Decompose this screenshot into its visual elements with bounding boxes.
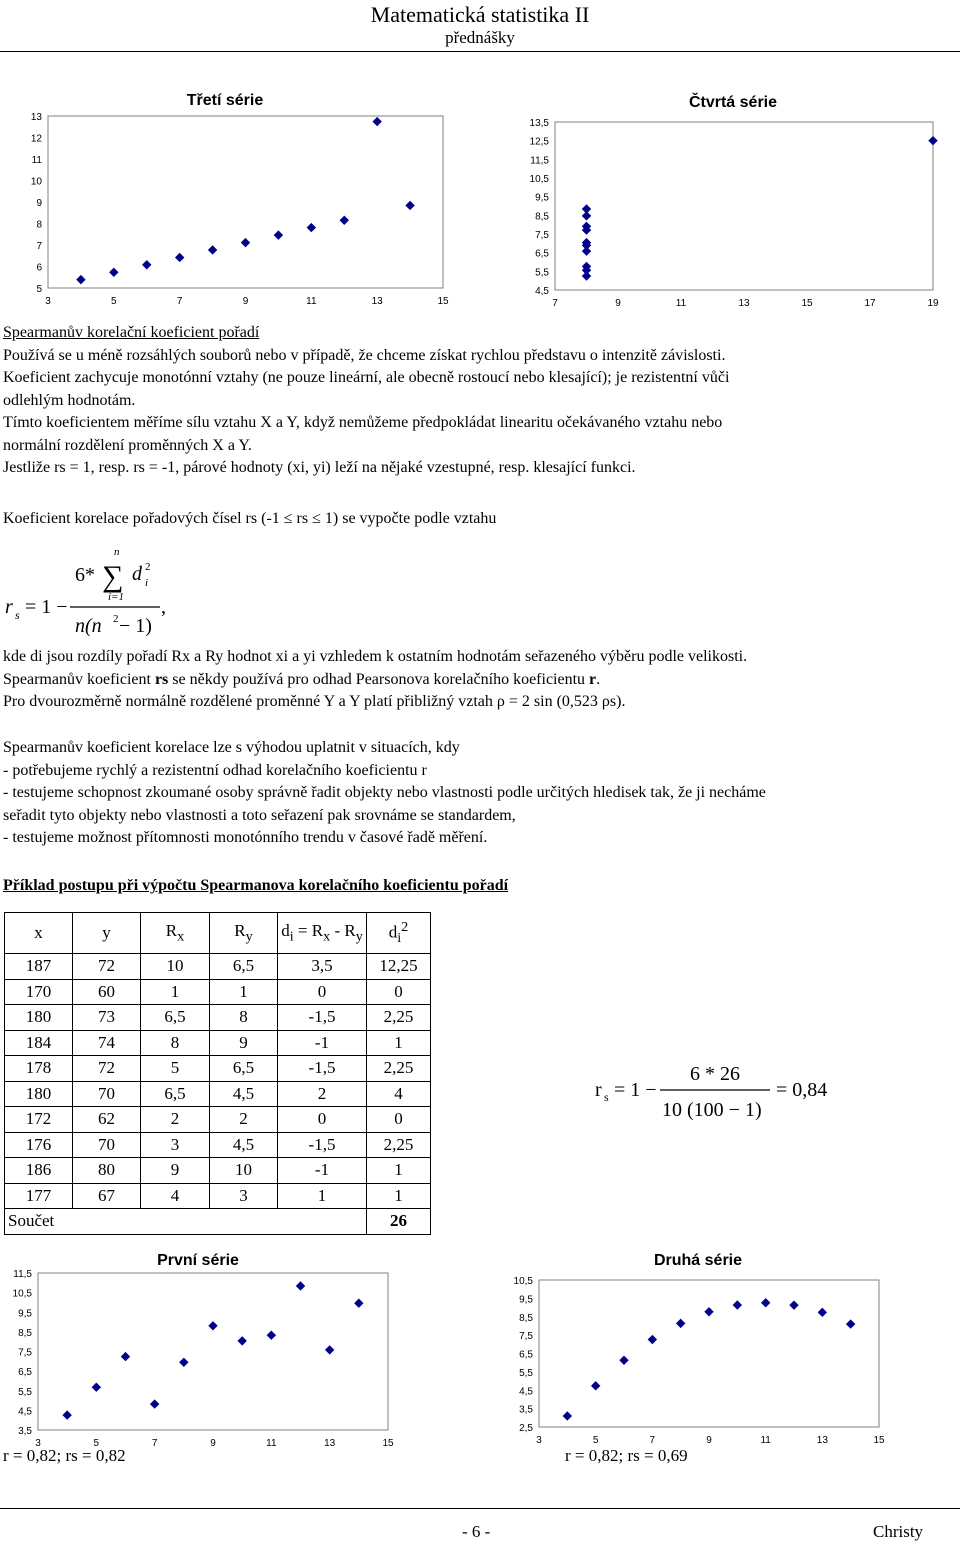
chart-title: Třetí série xyxy=(186,92,264,109)
example-denominator: 10 (100 − 1) xyxy=(662,1099,762,1121)
data-point xyxy=(77,276,85,284)
y-tick-label: 11,5 xyxy=(530,155,549,167)
formula-den: n(n xyxy=(75,615,102,637)
data-point xyxy=(267,1331,275,1339)
paragraph-6: kde di jsou rozdíly pořadí Rx a Ry hodnot xi a yi vzhledem k ostatním hodnotám seřazeného výběru podle velikosti. xyxy=(3,648,748,665)
result-druha: r = 0,82; rs = 0,69 xyxy=(565,1446,688,1465)
table-cell: 9 xyxy=(141,1158,210,1184)
table-cell: 0 xyxy=(278,979,367,1005)
table-row xyxy=(5,1158,431,1184)
table-cell: 0 xyxy=(367,979,431,1005)
table-cell: 2 xyxy=(278,1081,367,1107)
y-tick-label: 11,5 xyxy=(13,1269,32,1280)
x-tick-label: 9 xyxy=(615,298,621,309)
table-cell: 60 xyxy=(73,979,141,1005)
table-row xyxy=(5,1030,431,1056)
formula-sum-sign: ∑ xyxy=(102,560,124,593)
data-point xyxy=(63,1411,71,1419)
sum-value: 26 xyxy=(367,1209,431,1235)
formula-d: d xyxy=(132,563,142,585)
p7-e: . xyxy=(596,670,601,688)
y-tick-label: 5 xyxy=(36,284,42,295)
table-cell: -1 xyxy=(278,1030,367,1056)
x-tick-label: 5 xyxy=(111,296,117,307)
table-row xyxy=(5,1132,431,1158)
y-tick-label: 12 xyxy=(30,133,42,145)
chart-prvni-serie xyxy=(0,1245,480,1460)
table-cell: 2 xyxy=(210,1107,278,1133)
section-heading-spearman: Spearmanův korelační koeficient pořadí xyxy=(3,324,260,341)
example-eq: = 1 − xyxy=(614,1079,657,1101)
formula-sum-top: n xyxy=(114,546,120,558)
x-tick-label: 15 xyxy=(801,298,813,309)
y-tick-label: 10,5 xyxy=(513,1276,533,1287)
table-cell: 184 xyxy=(5,1030,73,1056)
x-tick-label: 11 xyxy=(266,1438,277,1449)
table-cell: 0 xyxy=(367,1107,431,1133)
paragraph-2a: Koeficient zachycuje monotónní vztahy (ne pouze lineární, ale obecně rostoucí nebo klesající); je rezistentní vůči xyxy=(3,369,730,386)
x-tick-label: 13 xyxy=(324,1438,336,1449)
y-tick-label: 7 xyxy=(36,241,42,252)
chart-treti-serie xyxy=(0,80,480,315)
y-tick-label: 11 xyxy=(31,155,42,166)
p7-a: Spearmanův koeficient xyxy=(3,670,155,688)
y-tick-label: 9,5 xyxy=(535,192,549,204)
formula-den-tail: − 1) xyxy=(119,615,152,637)
formula-spearman xyxy=(0,540,200,640)
chart-title: Druhá série xyxy=(653,1252,743,1269)
table-cell: 176 xyxy=(5,1132,73,1158)
x-tick-label: 9 xyxy=(242,296,249,307)
formula-eq: = 1 − xyxy=(25,596,68,618)
paragraph-10: - potřebujeme rychlý a rezistentní odhad korelačního koeficientu r xyxy=(3,761,427,779)
x-tick-label: 17 xyxy=(864,298,876,309)
th-y: y xyxy=(73,913,141,954)
table-cell: 6,5 xyxy=(210,1056,278,1082)
data-point xyxy=(929,137,937,145)
x-tick-label: 13 xyxy=(371,296,383,307)
data-point xyxy=(274,231,282,239)
x-tick-label: 13 xyxy=(816,1435,828,1446)
table-cell: 6,5 xyxy=(210,954,278,980)
y-tick-label: 6,5 xyxy=(535,248,549,260)
data-point xyxy=(583,212,591,220)
table-cell: 74 xyxy=(73,1030,141,1056)
table-cell: 4 xyxy=(141,1183,210,1209)
table-cell: 12,25 xyxy=(367,954,431,980)
x-tick-label: 11 xyxy=(306,296,317,307)
table-cell: 177 xyxy=(5,1183,73,1209)
table-cell: 0 xyxy=(278,1107,367,1133)
chart-druha-serie xyxy=(495,1245,960,1460)
table-cell: 2,25 xyxy=(367,1056,431,1082)
table-cell: 4,5 xyxy=(210,1132,278,1158)
page-number: - 6 - xyxy=(462,1522,491,1541)
x-tick-label: 19 xyxy=(927,298,939,309)
table-cell: 187 xyxy=(5,954,73,980)
data-point xyxy=(242,239,250,247)
table-cell: 2 xyxy=(141,1107,210,1133)
section-heading-example: Příklad postupu při výpočtu Spearmanova korelačního koeficientu pořadí xyxy=(3,877,509,894)
y-tick-label: 2,5 xyxy=(519,1423,533,1434)
p7-d: r xyxy=(589,670,597,688)
th-x: x xyxy=(5,913,73,954)
plot-area xyxy=(48,116,443,288)
table-cell: -1,5 xyxy=(278,1056,367,1082)
y-tick-label: 5,5 xyxy=(519,1367,533,1379)
x-tick-label: 15 xyxy=(382,1438,394,1449)
data-point xyxy=(151,1400,159,1408)
table-cell: 3,5 xyxy=(278,954,367,980)
data-point xyxy=(143,261,151,269)
y-tick-label: 7,5 xyxy=(18,1347,32,1359)
data-point xyxy=(406,201,414,209)
data-point xyxy=(340,216,348,224)
data-point xyxy=(176,253,184,261)
data-point xyxy=(677,1319,685,1327)
y-tick-label: 5,5 xyxy=(535,267,549,279)
example-numerator: 6 * 26 xyxy=(690,1063,740,1085)
ranking-table xyxy=(4,912,431,1235)
formula-d-sup: 2 xyxy=(145,561,151,573)
y-tick-label: 7,5 xyxy=(535,230,549,241)
y-tick-label: 3,5 xyxy=(519,1404,533,1416)
table-cell: 70 xyxy=(73,1081,141,1107)
table-cell: 1 xyxy=(210,979,278,1005)
usage-text xyxy=(3,737,953,850)
data-point xyxy=(326,1346,334,1354)
data-point xyxy=(818,1308,826,1316)
x-tick-label: 15 xyxy=(873,1435,885,1446)
y-tick-label: 6 xyxy=(36,262,42,274)
data-point xyxy=(762,1299,770,1307)
formula-lhs-sub: s xyxy=(15,608,20,622)
table-cell: 1 xyxy=(278,1183,367,1209)
formula-six: 6* xyxy=(75,564,95,586)
table-cell: 4 xyxy=(367,1081,431,1107)
table-cell: 172 xyxy=(5,1107,73,1133)
table-row xyxy=(5,1056,431,1082)
table-cell: 3 xyxy=(141,1132,210,1158)
x-tick-label: 9 xyxy=(210,1438,216,1449)
result-prvni: r = 0,82; rs = 0,82 xyxy=(3,1446,126,1465)
paragraph-1: Používá se u méně rozsáhlých souborů nebo v případě, že chceme získat rychlou představu o intenzitě závislosti. xyxy=(3,346,726,364)
y-tick-label: 6,5 xyxy=(18,1367,32,1379)
y-tick-label: 10,5 xyxy=(12,1288,32,1300)
footer-rule xyxy=(0,1508,960,1509)
data-point xyxy=(847,1320,855,1328)
table-cell: 6,5 xyxy=(141,1005,210,1031)
y-tick-label: 10,5 xyxy=(529,174,549,185)
th-di: $d_i = R_x - R_y$ xyxy=(278,913,367,954)
plot-area xyxy=(38,1273,388,1430)
table-cell: 1 xyxy=(141,979,210,1005)
table-cell: 72 xyxy=(73,1056,141,1082)
table-row xyxy=(5,1107,431,1133)
data-point xyxy=(180,1358,188,1366)
formula-comma: , xyxy=(161,596,166,618)
table-cell: 1 xyxy=(367,1030,431,1056)
table-cell: 70 xyxy=(73,1132,141,1158)
formula-den-sup: 2 xyxy=(113,613,119,625)
table-cell: 10 xyxy=(210,1158,278,1184)
data-point xyxy=(705,1308,713,1316)
y-tick-label: 7,5 xyxy=(519,1331,533,1343)
table-row xyxy=(5,1005,431,1031)
data-point xyxy=(92,1383,100,1391)
explanation-text xyxy=(3,646,953,714)
y-tick-label: 13,5 xyxy=(529,118,549,129)
table-cell: 9 xyxy=(210,1030,278,1056)
table-cell: 5 xyxy=(141,1056,210,1082)
data-point xyxy=(648,1336,656,1344)
y-tick-label: 4,5 xyxy=(535,286,549,297)
table-header-row xyxy=(5,913,431,954)
plot-area xyxy=(539,1280,879,1427)
y-tick-label: 13 xyxy=(30,112,42,123)
table-row xyxy=(5,979,431,1005)
data-point xyxy=(209,1322,217,1330)
data-point xyxy=(122,1353,130,1361)
chart-title: Čtvrtá série xyxy=(688,94,778,111)
formula-sum-bottom: i=1 xyxy=(108,591,124,603)
paragraph-8: Pro dvourozměrně normálně rozdělené proměnné Y a Y platí přibližný vztah ρ = 2 sin (0,523 ρs). xyxy=(3,693,626,710)
x-tick-label: 13 xyxy=(738,298,750,309)
data-point xyxy=(238,1337,246,1345)
table-cell: 8 xyxy=(141,1030,210,1056)
table-cell: 67 xyxy=(73,1183,141,1209)
table-cell: 8 xyxy=(210,1005,278,1031)
paragraph-4: Jestliže rs = 1, resp. rs = -1, párové hodnoty (xi, yi) leží na nějaké vzestupné, resp. klesající funkci. xyxy=(3,459,636,476)
paragraph-12: - testujeme možnost přítomnosti monotónního trendu v časové řadě měření. xyxy=(3,829,488,846)
paragraph-2b: odlehlým hodnotám. xyxy=(3,391,136,409)
footer-author: Christy xyxy=(873,1522,924,1541)
table-cell: -1 xyxy=(278,1158,367,1184)
y-tick-label: 8,5 xyxy=(18,1327,32,1339)
table-cell: 4,5 xyxy=(210,1081,278,1107)
data-point xyxy=(592,1382,600,1390)
data-point xyxy=(373,118,381,126)
data-point xyxy=(307,224,315,232)
table-cell: 2,25 xyxy=(367,1132,431,1158)
x-tick-label: 7 xyxy=(151,1438,158,1449)
x-tick-label: 3 xyxy=(35,1438,41,1449)
x-tick-label: 7 xyxy=(176,296,183,307)
example-result: = 0,84 xyxy=(776,1079,828,1101)
x-tick-label: 7 xyxy=(649,1435,656,1446)
header-rule xyxy=(0,51,960,52)
plot-area xyxy=(555,122,933,290)
y-tick-label: 12,5 xyxy=(529,136,549,148)
table-cell: 80 xyxy=(73,1158,141,1184)
th-rx: $R_x$ xyxy=(141,913,210,954)
table-cell: 72 xyxy=(73,954,141,980)
table-sum-row xyxy=(5,1209,431,1235)
table-cell: -1,5 xyxy=(278,1132,367,1158)
x-tick-label: 11 xyxy=(760,1435,771,1446)
paragraph-11b: seřadit tyto objekty nebo vlastnosti a toto seřazení pak srovnáme se standardem, xyxy=(3,806,516,824)
x-tick-label: 5 xyxy=(592,1435,599,1446)
y-tick-label: 4,5 xyxy=(519,1386,533,1398)
x-tick-label: 11 xyxy=(675,298,687,309)
table-cell: 3 xyxy=(210,1183,278,1209)
table-cell: 62 xyxy=(73,1107,141,1133)
table-cell: 6,5 xyxy=(141,1081,210,1107)
table-cell: 180 xyxy=(5,1005,73,1031)
y-tick-label: 8,5 xyxy=(535,211,549,223)
example-lhs-sub: s xyxy=(604,1090,609,1104)
y-tick-label: 6,5 xyxy=(519,1349,533,1361)
paragraph-7 xyxy=(3,669,953,692)
data-point xyxy=(110,268,118,276)
data-point xyxy=(297,1282,305,1290)
table-cell: 10 xyxy=(141,954,210,980)
table-cell: 186 xyxy=(5,1158,73,1184)
y-tick-label: 8 xyxy=(36,219,42,231)
data-point xyxy=(790,1301,798,1309)
formula-example xyxy=(590,1055,850,1130)
x-tick-label: 5 xyxy=(93,1438,100,1449)
example-lhs: r xyxy=(595,1079,602,1101)
table-cell: 1 xyxy=(367,1158,431,1184)
sum-label: Součet xyxy=(5,1209,367,1235)
data-point xyxy=(563,1412,571,1420)
x-tick-label: 3 xyxy=(536,1435,542,1446)
formula-lhs: r xyxy=(5,596,13,618)
y-tick-label: 9,5 xyxy=(18,1308,32,1320)
x-tick-label: 9 xyxy=(706,1435,712,1446)
paragraph-9: Spearmanův koeficient korelace lze s výhodou uplatnit v situacích, kdy xyxy=(3,739,460,756)
chart-title: První série xyxy=(157,1252,239,1269)
table-cell: 73 xyxy=(73,1005,141,1031)
th-ry: $R_y$ xyxy=(210,913,278,954)
th-di2: $d_i^2$ xyxy=(367,913,431,954)
y-tick-label: 4,5 xyxy=(18,1406,32,1418)
data-point xyxy=(209,246,217,254)
p7-b: rs xyxy=(154,670,169,688)
x-tick-label: 15 xyxy=(437,296,449,307)
table-cell: 1 xyxy=(367,1183,431,1209)
y-tick-label: 9,5 xyxy=(519,1294,533,1306)
y-tick-label: 9 xyxy=(36,198,42,209)
x-tick-label: 3 xyxy=(45,296,51,307)
table-row xyxy=(5,954,431,980)
document-title: Matematická statistika II xyxy=(370,2,590,27)
table-cell: 180 xyxy=(5,1081,73,1107)
paragraph-3a: Tímto koeficientem měříme sílu vztahu X a Y, když nemůžeme předpokládat linearitu očekávaného vztahu nebo xyxy=(3,414,723,431)
paragraph-5: Koeficient korelace pořadových čísel rs (-1 ≤ rs ≤ 1) se vypočte podle vztahu xyxy=(3,510,497,527)
paragraph-11a: - testujeme schopnost zkoumané osoby správně řadit objekty nebo vlastnosti podle určitých hledisek tak, že ji necháme xyxy=(3,784,766,801)
paragraph-3b: normální rozdělení proměnných X a Y. xyxy=(3,436,252,454)
y-tick-label: 5,5 xyxy=(18,1386,32,1398)
table-cell: 170 xyxy=(5,979,73,1005)
y-tick-label: 3,5 xyxy=(18,1426,32,1437)
y-tick-label: 8,5 xyxy=(519,1312,533,1324)
y-tick-label: 10 xyxy=(30,176,42,188)
formula-d-sub: i xyxy=(145,577,149,589)
table-cell: 2,25 xyxy=(367,1005,431,1031)
data-point xyxy=(733,1301,741,1309)
chart-ctvrta-serie xyxy=(495,80,960,315)
table-cell: -1,5 xyxy=(278,1005,367,1031)
data-point xyxy=(355,1299,363,1307)
table-cell: 178 xyxy=(5,1056,73,1082)
intro-text xyxy=(3,322,953,480)
table-row xyxy=(5,1183,431,1209)
x-tick-label: 7 xyxy=(552,298,558,309)
data-point xyxy=(620,1356,628,1364)
p7-c: se někdy používá pro odhad Pearsonova korelačního koeficientu xyxy=(168,670,590,688)
table-row xyxy=(5,1081,431,1107)
document-subtitle: přednášky xyxy=(445,28,515,47)
